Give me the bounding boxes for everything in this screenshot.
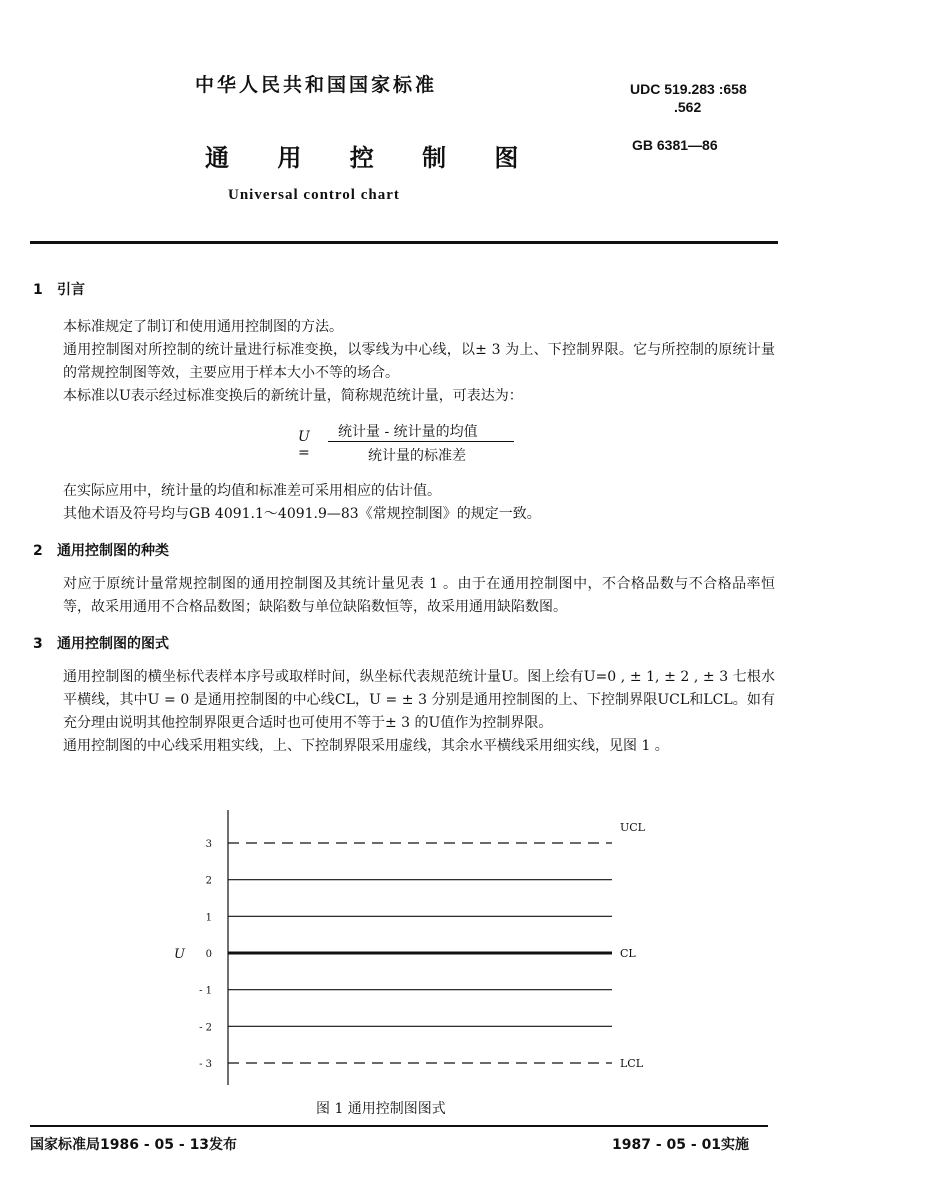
section-1-body xyxy=(30,316,775,408)
y-tick-label: 1 xyxy=(205,912,212,924)
paragraph: 本标准以U表示经过标准变换后的新统计量，简称规范统计量，可表达为： xyxy=(63,388,523,404)
section-1-body-after xyxy=(30,480,775,526)
y-tick-label: 3 xyxy=(205,839,212,850)
line-label-cl: CL xyxy=(620,947,636,960)
y-tick-label: 2 xyxy=(205,875,212,887)
section-3-heading xyxy=(33,633,169,653)
udc-line-1: UDC 519.283 :658 xyxy=(630,81,747,97)
section-title: 通用控制图的种类 xyxy=(57,543,169,559)
y-axis-label: U xyxy=(174,947,185,962)
paragraph: 通用控制图的中心线采用粗实线，上、下控制界限采用虚线，其余水平横线采用细实线，见图 1 。 xyxy=(63,738,669,754)
line-label-lcl: LCL xyxy=(620,1057,644,1070)
paragraph: 通用控制图对所控制的统计量进行标准变换，以零线为中心线，以± 3 为上、下控制界限。它与所控制的原统计量的常规控制图等效，主要应用于样本大小不等的场合。 xyxy=(63,342,775,381)
issuing-body: 中华人民共和国国家标准 xyxy=(195,74,438,96)
udc-code xyxy=(630,80,747,116)
page-subtitle: Universal control chart xyxy=(228,187,400,203)
standard-number: GB 6381—86 xyxy=(632,137,718,153)
footer-rule xyxy=(30,1125,768,1127)
y-tick-label: - 2 xyxy=(199,1022,212,1034)
formula-lhs: U = xyxy=(298,429,310,461)
control-chart xyxy=(160,805,660,1090)
figure-caption: 图 1 通用控制图图式 xyxy=(316,1101,446,1117)
y-tick-label: - 1 xyxy=(199,985,212,997)
section-number: 1 xyxy=(33,282,43,298)
paragraph: 本标准规定了制订和使用通用控制图的方法。 xyxy=(63,319,343,335)
paragraph: 在实际应用中，统计量的均值和标准差可采用相应的估计值。 xyxy=(63,483,441,499)
line-label-ucl: UCL xyxy=(620,821,645,834)
paragraph: 对应于原统计量常规控制图的通用控制图及其统计量见表 1 。由于在通用控制图中，不合格品数与不合格品率恒等，故采用通用不合格品数图；缺陷数与单位缺陷数恒等，故采用通用缺陷数图。 xyxy=(63,576,775,615)
udc-line-2: .562 xyxy=(674,99,702,115)
formula-denominator: 统计量的标准差 xyxy=(368,448,466,464)
section-2-body xyxy=(30,573,775,619)
section-title: 引言 xyxy=(57,282,85,298)
section-2-heading xyxy=(33,540,169,560)
section-3-body xyxy=(30,666,775,758)
y-tick-label: 0 xyxy=(205,949,212,960)
section-number: 2 xyxy=(33,543,43,559)
page-title: 通 用 控 制 图 xyxy=(205,144,539,172)
y-tick-label: - 3 xyxy=(199,1059,212,1070)
section-number: 3 xyxy=(33,636,43,652)
publish-date: 国家标准局1986 - 05 - 13发布 xyxy=(30,1137,238,1153)
section-title: 通用控制图的图式 xyxy=(57,636,169,652)
effective-date: 1987 - 05 - 01实施 xyxy=(612,1137,750,1153)
fraction-bar xyxy=(328,441,514,442)
formula-numerator: 统计量 - 统计量的均值 xyxy=(338,424,478,440)
header-rule xyxy=(30,241,778,244)
section-1-heading xyxy=(33,279,85,299)
paragraph: 其他术语及符号均与GB 4091.1～4091.9—83《常规控制图》的规定一致。 xyxy=(63,506,541,522)
paragraph: 通用控制图的横坐标代表样本序号或取样时间，纵坐标代表规范统计量U。图上绘有U=0 , ± 1, ± 2 , ± 3 七根水平横线，其中U = 0 是通用控制图的中心线CL，U = ± 3 分别是通用控制图的上、下控制界限UCL和LCL。如有充分理由说明其他控制界限更合适时也可使用不等于± 3 的U值作为控制界限。 xyxy=(63,669,775,731)
